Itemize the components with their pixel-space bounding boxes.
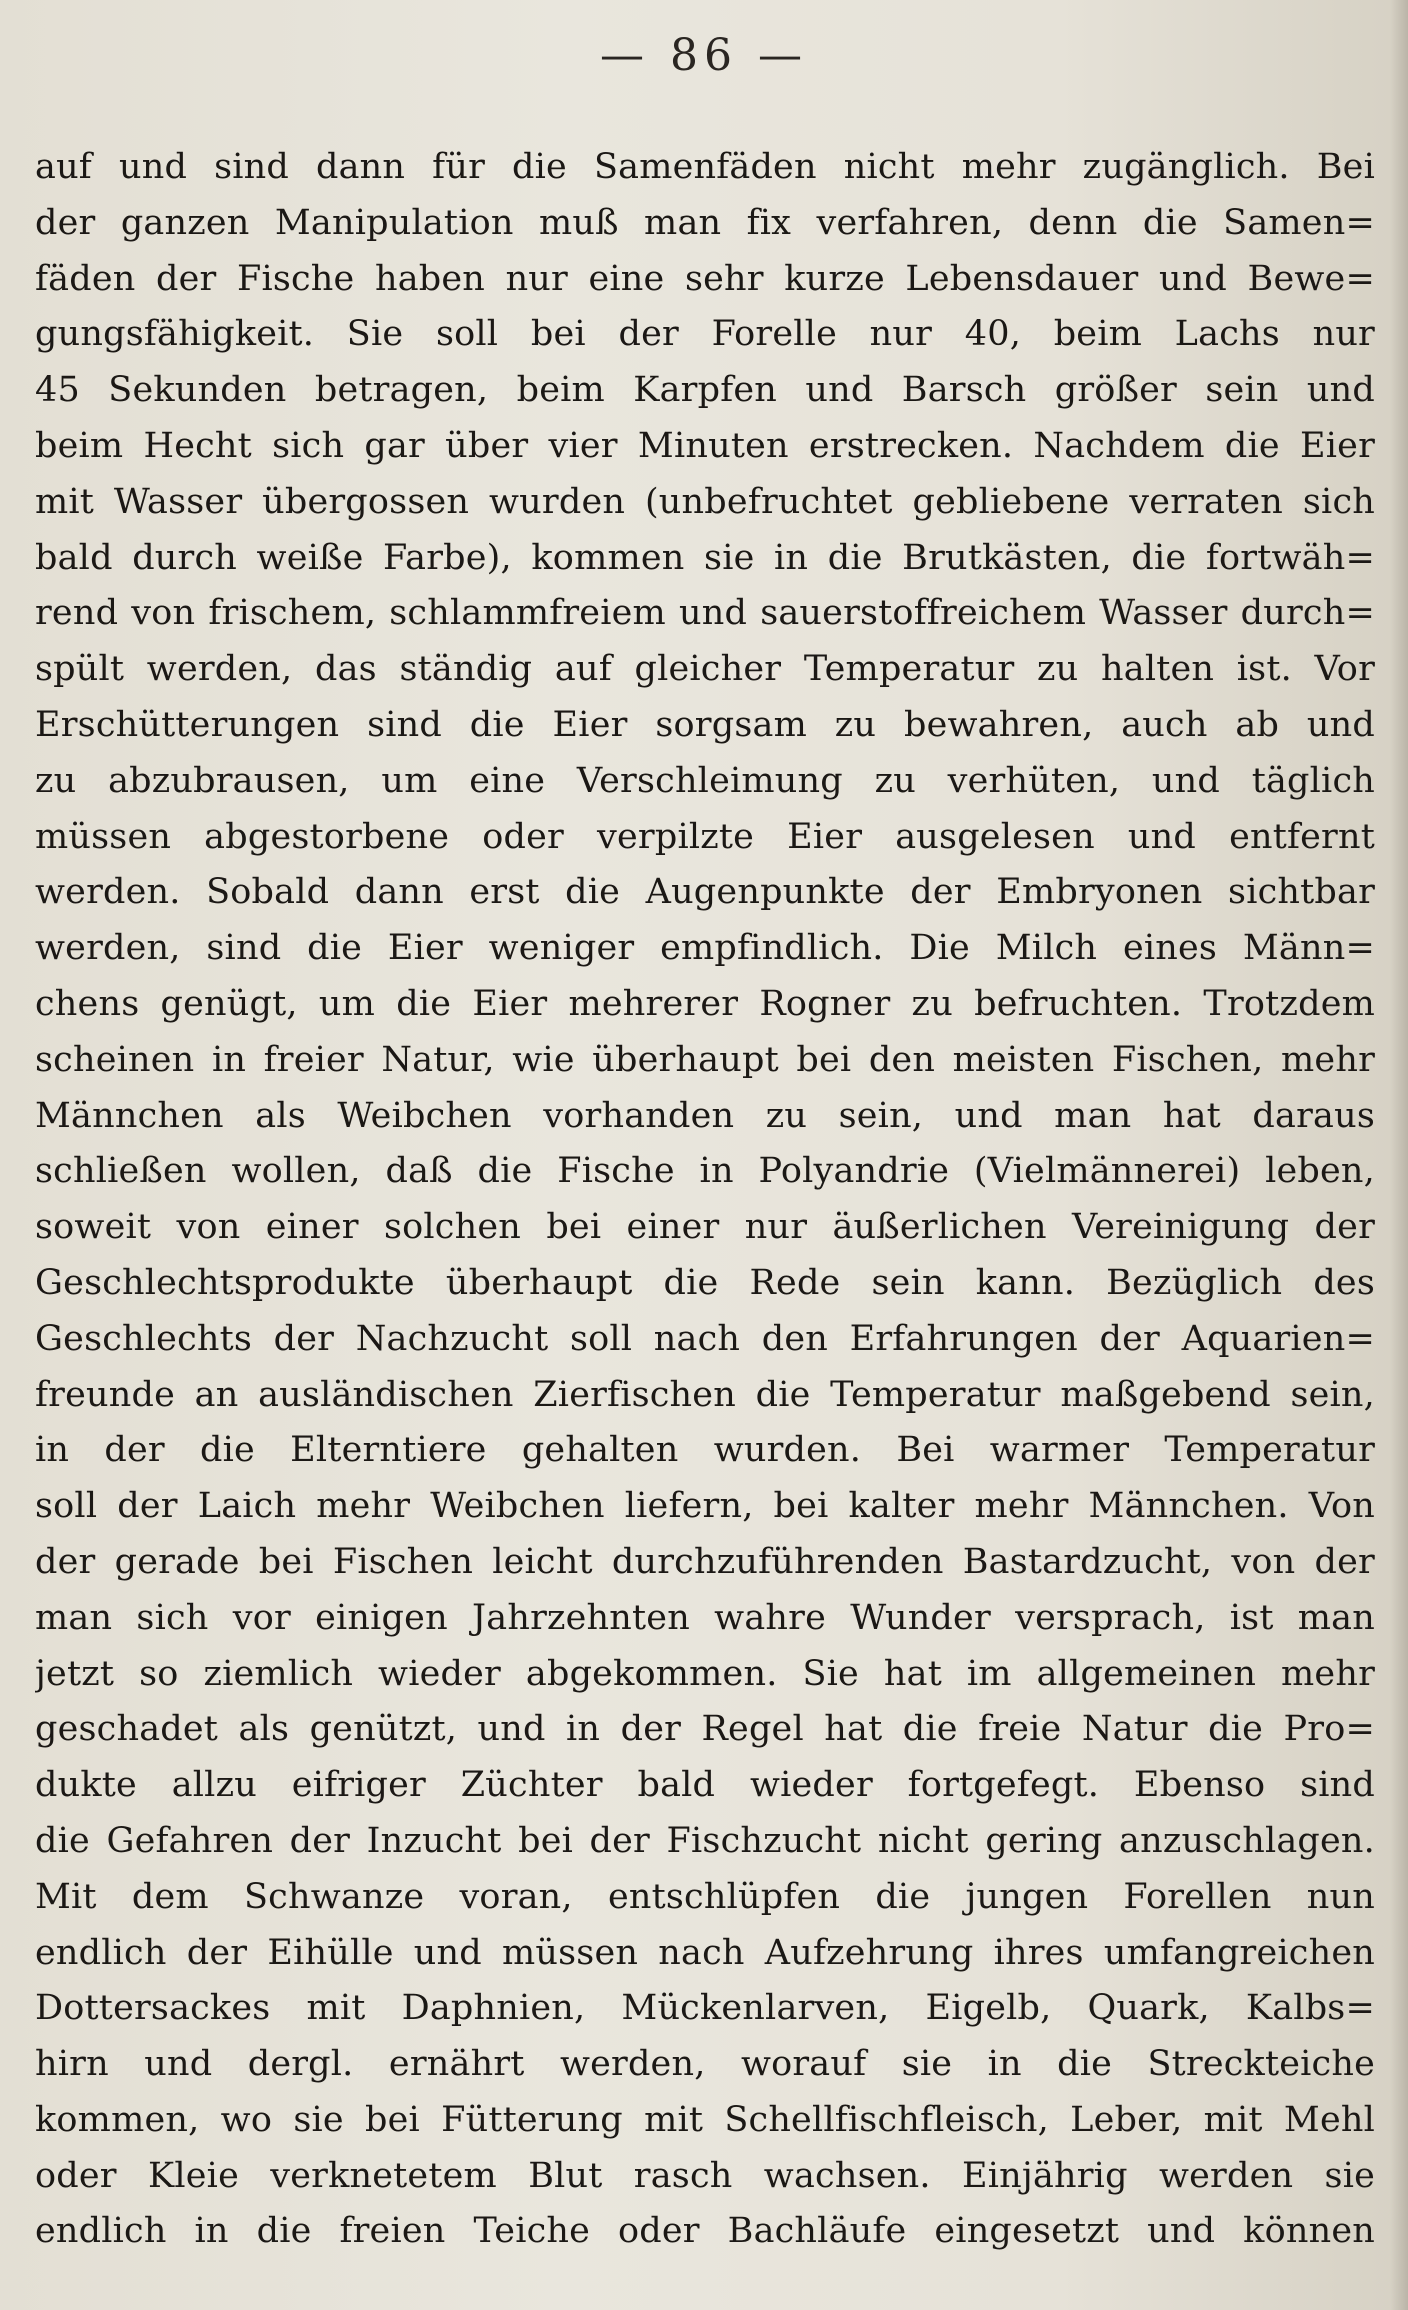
text-line-35: hirn und dergl. ernährt werden, worauf sie in die Streckteiche: [35, 2044, 1375, 2085]
text-line-4: gungsfähigkeit. Sie soll bei der Forelle nur 40, beim Lachs nur: [35, 314, 1375, 355]
body-text: [35, 140, 1375, 2260]
page-number: — 86 —: [600, 30, 808, 81]
text-line-10: spült werden, das ständig auf gleicher Temperatur zu halten ist. Vor: [35, 649, 1375, 690]
text-line-13: müssen abgestorbene oder verpilzte Eier ausgelesen und entfernt: [35, 816, 1375, 857]
text-line-29: geschadet als genützt, und in der Regel hat die freie Natur die Pro=: [35, 1709, 1375, 1750]
text-line-33: endlich der Eihülle und müssen nach Aufzehrung ihres umfangreichen: [35, 1932, 1375, 1973]
text-line-37: oder Kleie verknetetem Blut rasch wachsen. Einjährig werden sie: [35, 2155, 1375, 2196]
page-edge-shadow: [1390, 0, 1408, 2310]
text-line-20: soweit von einer solchen bei einer nur äußerlichen Vereinigung der: [35, 1207, 1375, 1248]
text-line-12: zu abzubrausen, um eine Verschleimung zu verhüten, und täglich: [35, 760, 1375, 801]
text-line-34: Dottersackes mit Daphnien, Mückenlarven, Eigelb, Quark, Kalbs=: [35, 1988, 1375, 2029]
text-line-25: soll der Laich mehr Weibchen liefern, bei kalter mehr Männchen. Von: [35, 1486, 1375, 1527]
text-line-27: man sich vor einigen Jahrzehnten wahre Wunder versprach, ist man: [35, 1597, 1375, 1638]
text-line-9: rend von frischem, schlammfreiem und sauerstoffreichem Wasser durch=: [35, 593, 1375, 634]
text-line-1: auf und sind dann für die Samenfäden nicht mehr zugänglich. Bei: [35, 147, 1375, 187]
text-line-19: schließen wollen, daß die Fische in Polyandrie (Vielmännerei) leben,: [35, 1151, 1375, 1192]
text-line-38: endlich in die freien Teiche oder Bachläufe eingesetzt und können: [35, 2211, 1375, 2252]
text-line-24: in der die Elterntiere gehalten wurden. Bei warmer Temperatur: [35, 1430, 1375, 1471]
text-line-2: der ganzen Manipulation muß man fix verfahren, denn die Samen=: [35, 202, 1375, 243]
text-line-22: Geschlechts der Nachzucht soll nach den Erfahrungen der Aquarien=: [35, 1318, 1375, 1359]
text-line-36: kommen, wo sie bei Fütterung mit Schellfischfleisch, Leber, mit Mehl: [35, 2099, 1375, 2140]
text-line-14: werden. Sobald dann erst die Augenpunkte der Embryonen sichtbar: [35, 872, 1375, 913]
text-line-3: fäden der Fische haben nur eine sehr kurze Lebensdauer und Bewe=: [35, 258, 1375, 299]
text-line-15: werden, sind die Eier weniger empfindlich. Die Milch eines Männ=: [35, 928, 1375, 969]
text-line-6: beim Hecht sich gar über vier Minuten erstrecken. Nachdem die Eier: [35, 425, 1375, 466]
text-line-11: Erschütterungen sind die Eier sorgsam zu bewahren, auch ab und: [35, 704, 1375, 745]
text-line-17: scheinen in freier Natur, wie überhaupt bei den meisten Fischen, mehr: [35, 1039, 1375, 1080]
text-line-21: Geschlechtsprodukte überhaupt die Rede sein kann. Bezüglich des: [35, 1262, 1375, 1303]
text-line-32: Mit dem Schwanze voran, entschlüpfen die jungen Forellen nun: [35, 1876, 1375, 1917]
text-line-16: chens genügt, um die Eier mehrerer Rogner zu befruchten. Trotzdem: [35, 983, 1375, 1024]
text-line-18: Männchen als Weibchen vorhanden zu sein, und man hat daraus: [35, 1095, 1375, 1136]
text-line-30: dukte allzu eifriger Züchter bald wieder fortgefegt. Ebenso sind: [35, 1765, 1375, 1806]
text-line-28: jetzt so ziemlich wieder abgekommen. Sie hat im allgemeinen mehr: [35, 1653, 1375, 1694]
text-line-5: 45 Sekunden betragen, beim Karpfen und Barsch größer sein und: [35, 370, 1375, 411]
text-line-8: bald durch weiße Farbe), kommen sie in die Brutkästen, die fortwäh=: [35, 537, 1375, 578]
text-line-23: freunde an ausländischen Zierfischen die Temperatur maßgebend sein,: [35, 1374, 1375, 1415]
text-line-7: mit Wasser übergossen wurden (unbefruchtet gebliebene verraten sich: [35, 481, 1375, 522]
text-line-31: die Gefahren der Inzucht bei der Fischzucht nicht gering anzuschlagen.: [35, 1820, 1375, 1861]
text-line-26: der gerade bei Fischen leicht durchzuführenden Bastardzucht, von der: [35, 1541, 1375, 1582]
